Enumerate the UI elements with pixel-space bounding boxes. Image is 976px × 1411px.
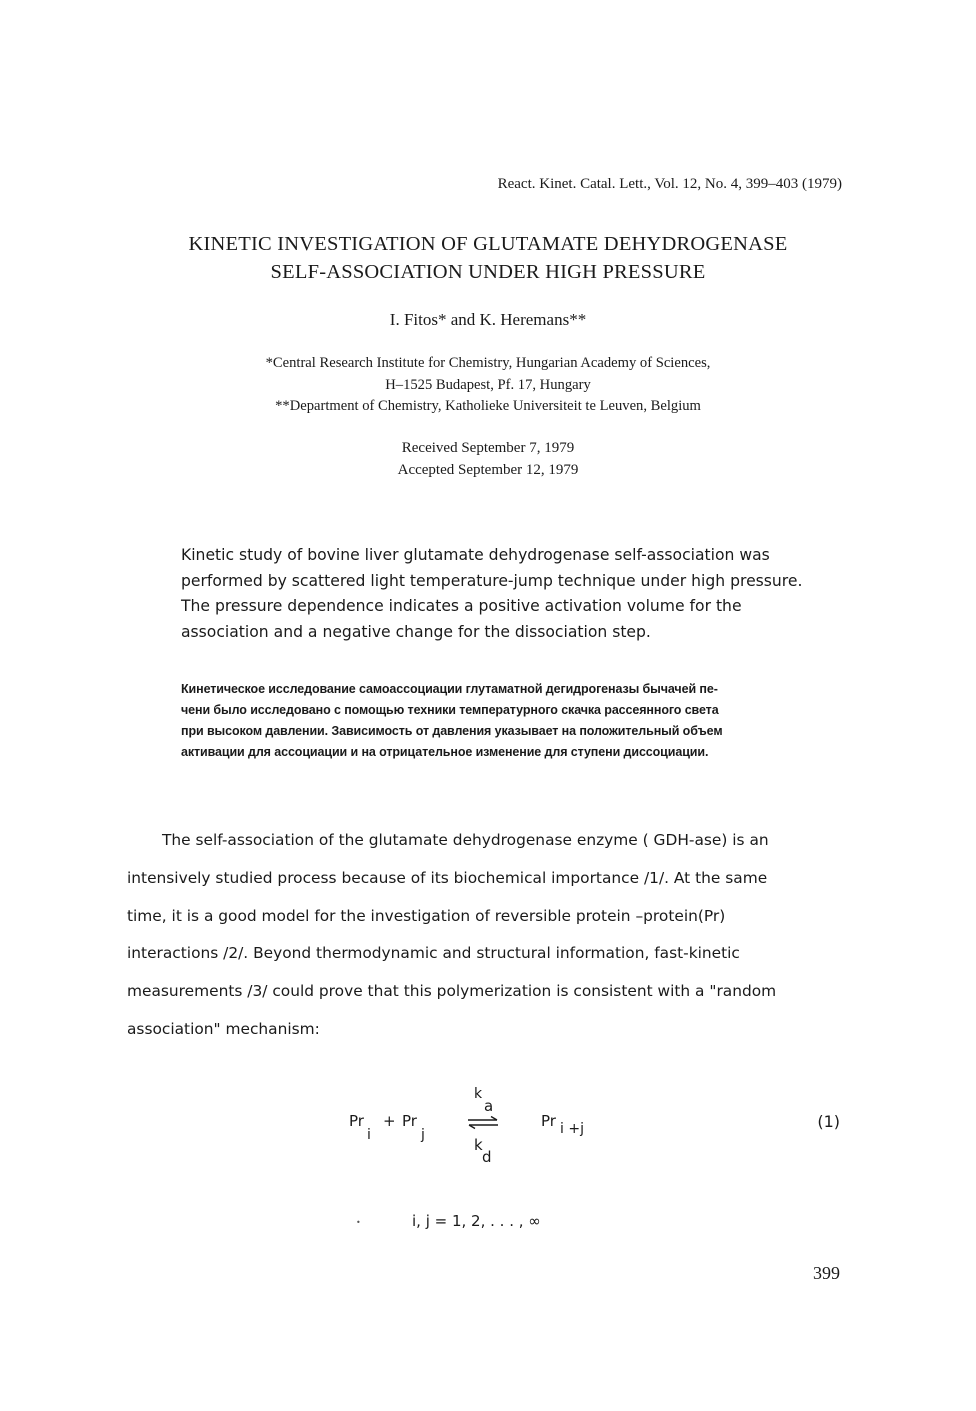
title-line-1: KINETIC INVESTIGATION OF GLUTAMATE DEHYDROGENASE: [188, 233, 788, 255]
article-title: [0, 230, 976, 286]
stray-mark-icon: •: [356, 1218, 361, 1227]
eq-rate-backward-subscript: d: [482, 1148, 492, 1166]
affiliations: [0, 353, 976, 418]
abstract-ru-line: чени было исследовано с помощью техники температурного скачка рассеянного света: [181, 703, 719, 717]
body-paragraph: [127, 822, 847, 1049]
eq-reactant-1-subscript: i: [367, 1127, 371, 1143]
title-line-2: SELF-ASSOCIATION UNDER HIGH PRESSURE: [270, 261, 706, 283]
accepted-date: Accepted September 12, 1979: [397, 462, 579, 478]
eq-product-subscript: i +j: [560, 1121, 584, 1137]
eq-rate-forward: k: [474, 1086, 483, 1102]
body-line: The self-association of the glutamate dehydrogenase enzyme ( GDH-ase) is an: [162, 831, 769, 849]
eq-index-range: i, j = 1, 2, . . . , ∞: [412, 1212, 541, 1230]
body-line: intensively studied process because of its biochemical importance /1/. At the same: [127, 868, 768, 887]
abstract-en-line: Kinetic study of bovine liver glutamate dehydrogenase self-association was: [181, 546, 770, 564]
body-line: time, it is a good model for the investigation of reversible protein –protein(Pr): [127, 906, 726, 925]
eq-rate-backward: k: [474, 1136, 483, 1154]
eq-plus-sign: +: [383, 1112, 396, 1130]
abstract-ru-line: активации для ассоциации и на отрицательное изменение для ступени диссоциации.: [181, 745, 709, 759]
affiliation-2: **Department of Chemistry, Katholieke Universiteit te Leuven, Belgium: [275, 398, 701, 414]
eq-reactant-2-subscript: j: [421, 1127, 425, 1143]
abstract-en-line: The pressure dependence indicates a positive activation volume for the: [181, 597, 742, 615]
equilibrium-arrows-icon: [466, 1115, 500, 1131]
page-number: 399: [813, 1263, 840, 1283]
abstract-english: [181, 543, 861, 645]
eq-rate-forward-subscript: a: [484, 1097, 494, 1115]
eq-product: Pr: [541, 1112, 556, 1130]
abstract-en-line: performed by scattered light temperature-jump technique under high pressure.: [181, 571, 803, 590]
body-line: association" mechanism:: [127, 1019, 320, 1038]
body-line: measurements /3/ could prove that this polymerization is consistent with a "random: [127, 982, 777, 1001]
submission-dates: [0, 437, 976, 481]
journal-reference: React. Kinet. Catal. Lett., Vol. 12, No. 4, 399–403 (1979): [497, 176, 842, 192]
authors: I. Fitos* and K. Heremans**: [389, 310, 587, 329]
eq-reactant-2: Pr: [402, 1112, 417, 1130]
abstract-russian: [181, 679, 866, 763]
affiliation-1: *Central Research Institute for Chemistry, Hungarian Academy of Sciences,: [265, 355, 711, 371]
received-date: Received September 7, 1979: [401, 440, 575, 456]
eq-reactant-1: Pr: [349, 1112, 364, 1130]
abstract-en-line: association and a negative change for the dissociation step.: [181, 622, 651, 641]
abstract-ru-line: при высоком давлении. Зависимость от давления указывает на положительный объем: [181, 724, 723, 738]
equation-number: (1): [817, 1112, 840, 1131]
body-line: interactions /2/. Beyond thermodynamic and structural information, fast-kinetic: [127, 944, 740, 963]
abstract-ru-line: Кинетическое исследование самоассоциации глутаматной дегидрогеназы бычачей пе-: [181, 682, 718, 696]
affiliation-1-address: H–1525 Budapest, Pf. 17, Hungary: [385, 376, 591, 393]
